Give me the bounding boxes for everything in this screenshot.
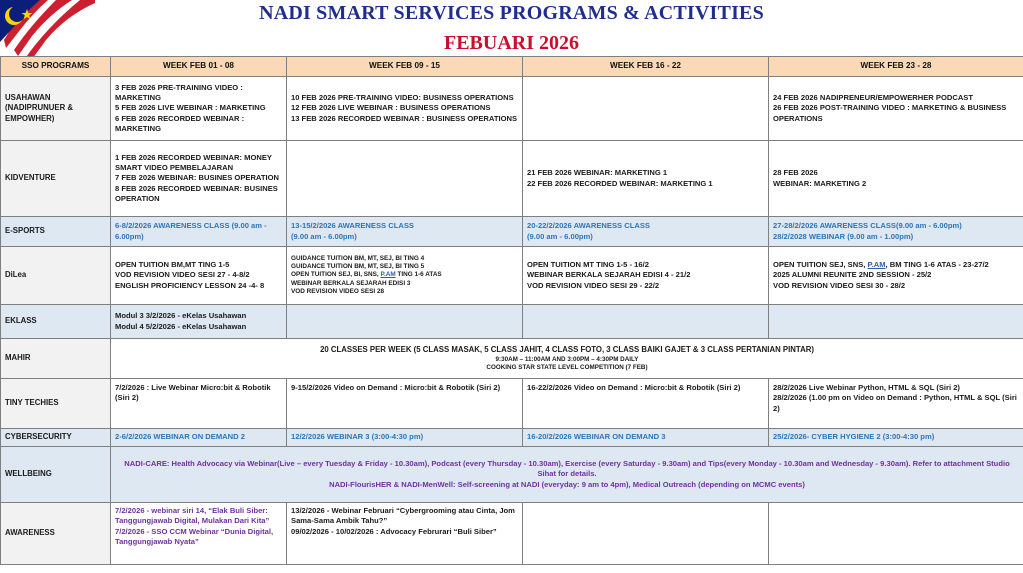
table-row [1, 379, 1023, 429]
program-label: WELLBEING [1, 447, 111, 503]
col-header-week-4: WEEK FEB 23 - 28 [769, 57, 1023, 77]
program-label: DiLea [1, 247, 111, 305]
col-header-week-3: WEEK FEB 16 - 22 [523, 57, 769, 77]
cell-eklass-week-1: Modul 3 3/2/2026 - eKelas Usahawan Modul 4 5/2/2026 - eKelas Usahawan [111, 305, 287, 339]
cell-cyber-week-3: 16-20/2/2026 WEBINAR ON DEMAND 3 [523, 429, 769, 447]
cell-usahawan-week-4: 24 FEB 2026 NADIPRENEUR/EMPOWERHER PODCAST 26 FEB 2026 POST-TRAINING VIDEO : MARKETING & BUSINESS OPERATIONS [769, 77, 1023, 141]
table-row [1, 429, 1023, 447]
cell-eklass-week-2 [287, 305, 523, 339]
table-row [1, 305, 1023, 339]
program-label: EKLASS [1, 305, 111, 339]
table-row [1, 339, 1023, 379]
table-row [1, 503, 1023, 565]
cell-mahir-all-weeks: 20 CLASSES PER WEEK (5 CLASS MASAK, 5 CLASS JAHIT, 4 CLASS FOTO, 3 CLASS BAIKI GAJET & 3 CLASS PERTANIAN PINTAR) 9:30AM – 11:00AM AND 3:00PM – 4:30PM DAILY COOKING STAR STATE LEVEL COMPETITION (7 FEB) [111, 339, 1023, 379]
program-label: E-SPORTS [1, 217, 111, 247]
cell-awareness-week-1: 7/2/2026 - webinar siri 14, “Elak Buli Siber: Tanggungjawab Digital, Mulakan Dari Kita” 7/2/2026 - SSO CCM Webinar “Dunia Digital, Tanggungjawab Nyata” [111, 503, 287, 565]
col-header-week-2: WEEK FEB 09 - 15 [287, 57, 523, 77]
table-row [1, 141, 1023, 217]
cell-awareness-week-2: 13/2/2026 - Webinar Februari “Cybergrooming atau Cinta, Jom Sama-Sama Ambik Tahu?” 09/02/2026 - 10/02/2026 : Advocacy Februrari “Buli Siber” [287, 503, 523, 565]
cell-dilea-week-3: OPEN TUITION MT TING 1-5 - 16/2 WEBINAR BERKALA SEJARAH EDISI 4 - 21/2 VOD REVISION VIDEO SESI 29 - 22/2 [523, 247, 769, 305]
cell-dilea-week-2: GUIDANCE TUITION BM, MT, SEJ, BI TING 4 GUIDANCE TUITION BM, MT, SEJ, BI TING 5 OPEN TUITION SEJ, BI, SNS, P.AM TING 1-6 ATAS WEBINAR BERKALA SEJARAH EDISI 3 VOD REVISION VIDEO SESI 28 [287, 247, 523, 305]
cell-eklass-week-3 [523, 305, 769, 339]
pam-link[interactable]: P.AM [867, 260, 886, 270]
cell-cyber-week-2: 12/2/2026 WEBINAR 3 (3:00-4:30 pm) [287, 429, 523, 447]
cell-tiny-week-3: 16-22/2/2026 Video on Demand : Micro:bit & Robotik (Siri 2) [523, 379, 769, 429]
page-subtitle: FEBUARI 2026 [443, 32, 579, 54]
table-row [1, 77, 1023, 141]
cell-kidventure-week-1: 1 FEB 2026 RECORDED WEBINAR: MONEY SMART VIDEO PEMBELAJARAN 7 FEB 2026 WEBINAR: BUSINES OPERATION 8 FEB 2026 RECORDED WEBINAR: BUSINES OPERATION [111, 141, 287, 217]
cell-cyber-week-4: 25/2/2026- CYBER HYGIENE 2 (3:00-4:30 pm) [769, 429, 1023, 447]
cell-dilea-week-1: OPEN TUITION BM,MT TING 1-5 VOD REVISION VIDEO SESI 27 - 4-8/2 ENGLISH PROFICIENCY LESSON 24 -4- 8 [111, 247, 287, 305]
cell-usahawan-week-2: 10 FEB 2026 PRE-TRAINING VIDEO: BUSINESS OPERATIONS 12 FEB 2026 LIVE WEBINAR : BUSINESS OPERATIONS 13 FEB 2026 RECORDED WEBINAR : BUSINESS OPERATIONS [287, 77, 523, 141]
cell-awareness-week-4 [769, 503, 1023, 565]
program-label: AWARENESS [1, 503, 111, 565]
program-label: USAHAWAN (NADIPRUNUER & EMPOWHER) [1, 77, 111, 141]
schedule-table [0, 56, 1023, 565]
cell-awareness-week-3 [523, 503, 769, 565]
col-header-programs: SSO PROGRAMS [1, 57, 111, 77]
cell-usahawan-week-1: 3 FEB 2026 PRE-TRAINING VIDEO : MARKETING 5 FEB 2026 LIVE WEBINAR : MARKETING 6 FEB 2026 RECORDED WEBINAR : MARKETING [111, 77, 287, 141]
cell-eklass-week-4 [769, 305, 1023, 339]
cell-tiny-week-1: 7/2/2026 : Live Webinar Micro:bit & Robotik (Siri 2) [111, 379, 287, 429]
cell-esports-week-3: 20-22/2/2026 AWARENESS CLASS (9.00 am - 6.00pm) [523, 217, 769, 247]
page-title: NADI SMART SERVICES PROGRAMS & ACTIVITIES [259, 2, 764, 24]
cell-kidventure-week-3: 21 FEB 2026 WEBINAR: MARKETING 1 22 FEB 2026 RECORDED WEBINAR: MARKETING 1 [523, 141, 769, 217]
cell-wellbeing-all-weeks: NADI-CARE: Health Advocacy via Webinar(Live – every Tuesday & Friday - 10.30am), Podcast (every Thursday - 10.30am), Exercise (every Saturday - 9.30am) and Tips(every Monday - 10.30am and Wednesday - 9.30am). Refer to attachment Studio Sihat for details. NADI-FlourisHER & NADI-MenWell: Self-screening at NADI (everyday: 9 am to 4pm), Medical Outreach (depending on MCMC events) [111, 447, 1023, 503]
cell-kidventure-week-2 [287, 141, 523, 217]
cell-esports-week-4: 27-28/2/2026 AWARENESS CLASS(9.00 am - 6.00pm) 28/2/2028 WEBINAR (9.00 am - 1.00pm) [769, 217, 1023, 247]
table-row [1, 447, 1023, 503]
cell-cyber-week-1: 2-6/2/2026 WEBINAR ON DEMAND 2 [111, 429, 287, 447]
program-label: CYBERSECURITY [1, 429, 111, 447]
cell-tiny-week-4: 28/2/2026 Live Webinar Python, HTML & SQL (Siri 2) 28/2/2026 (1.00 pm on Video on Demand : Python, HTML & SQL (Siri 2) [769, 379, 1023, 429]
table-header-row [1, 57, 1023, 77]
table-row [1, 247, 1023, 305]
table-row [1, 217, 1023, 247]
program-label: TINY TECHIES [1, 379, 111, 429]
pam-link[interactable]: P.AM [380, 271, 396, 279]
cell-esports-week-1: 6-8/2/2026 AWARENESS CLASS (9.00 am - 6.00pm) [111, 217, 287, 247]
col-header-week-1: WEEK FEB 01 - 08 [111, 57, 287, 77]
cell-dilea-week-4: OPEN TUITION SEJ, SNS, P.AM, BM TING 1-6 ATAS - 23-27/2 2025 ALUMNI REUNITE 2ND SESSION - 25/2 VOD REVISION VIDEO SESI 30 - 28/2 [769, 247, 1023, 305]
program-label: KIDVENTURE [1, 141, 111, 217]
cell-tiny-week-2: 9-15/2/2026 Video on Demand : Micro:bit & Robotik (Siri 2) [287, 379, 523, 429]
program-label: MAHIR [1, 339, 111, 379]
cell-esports-week-2: 13-15/2/2026 AWARENESS CLASS (9.00 am - 6.00pm) [287, 217, 523, 247]
cell-kidventure-week-4: 28 FEB 2026 WEBINAR: MARKETING 2 [769, 141, 1023, 217]
cell-usahawan-week-3 [523, 77, 769, 141]
